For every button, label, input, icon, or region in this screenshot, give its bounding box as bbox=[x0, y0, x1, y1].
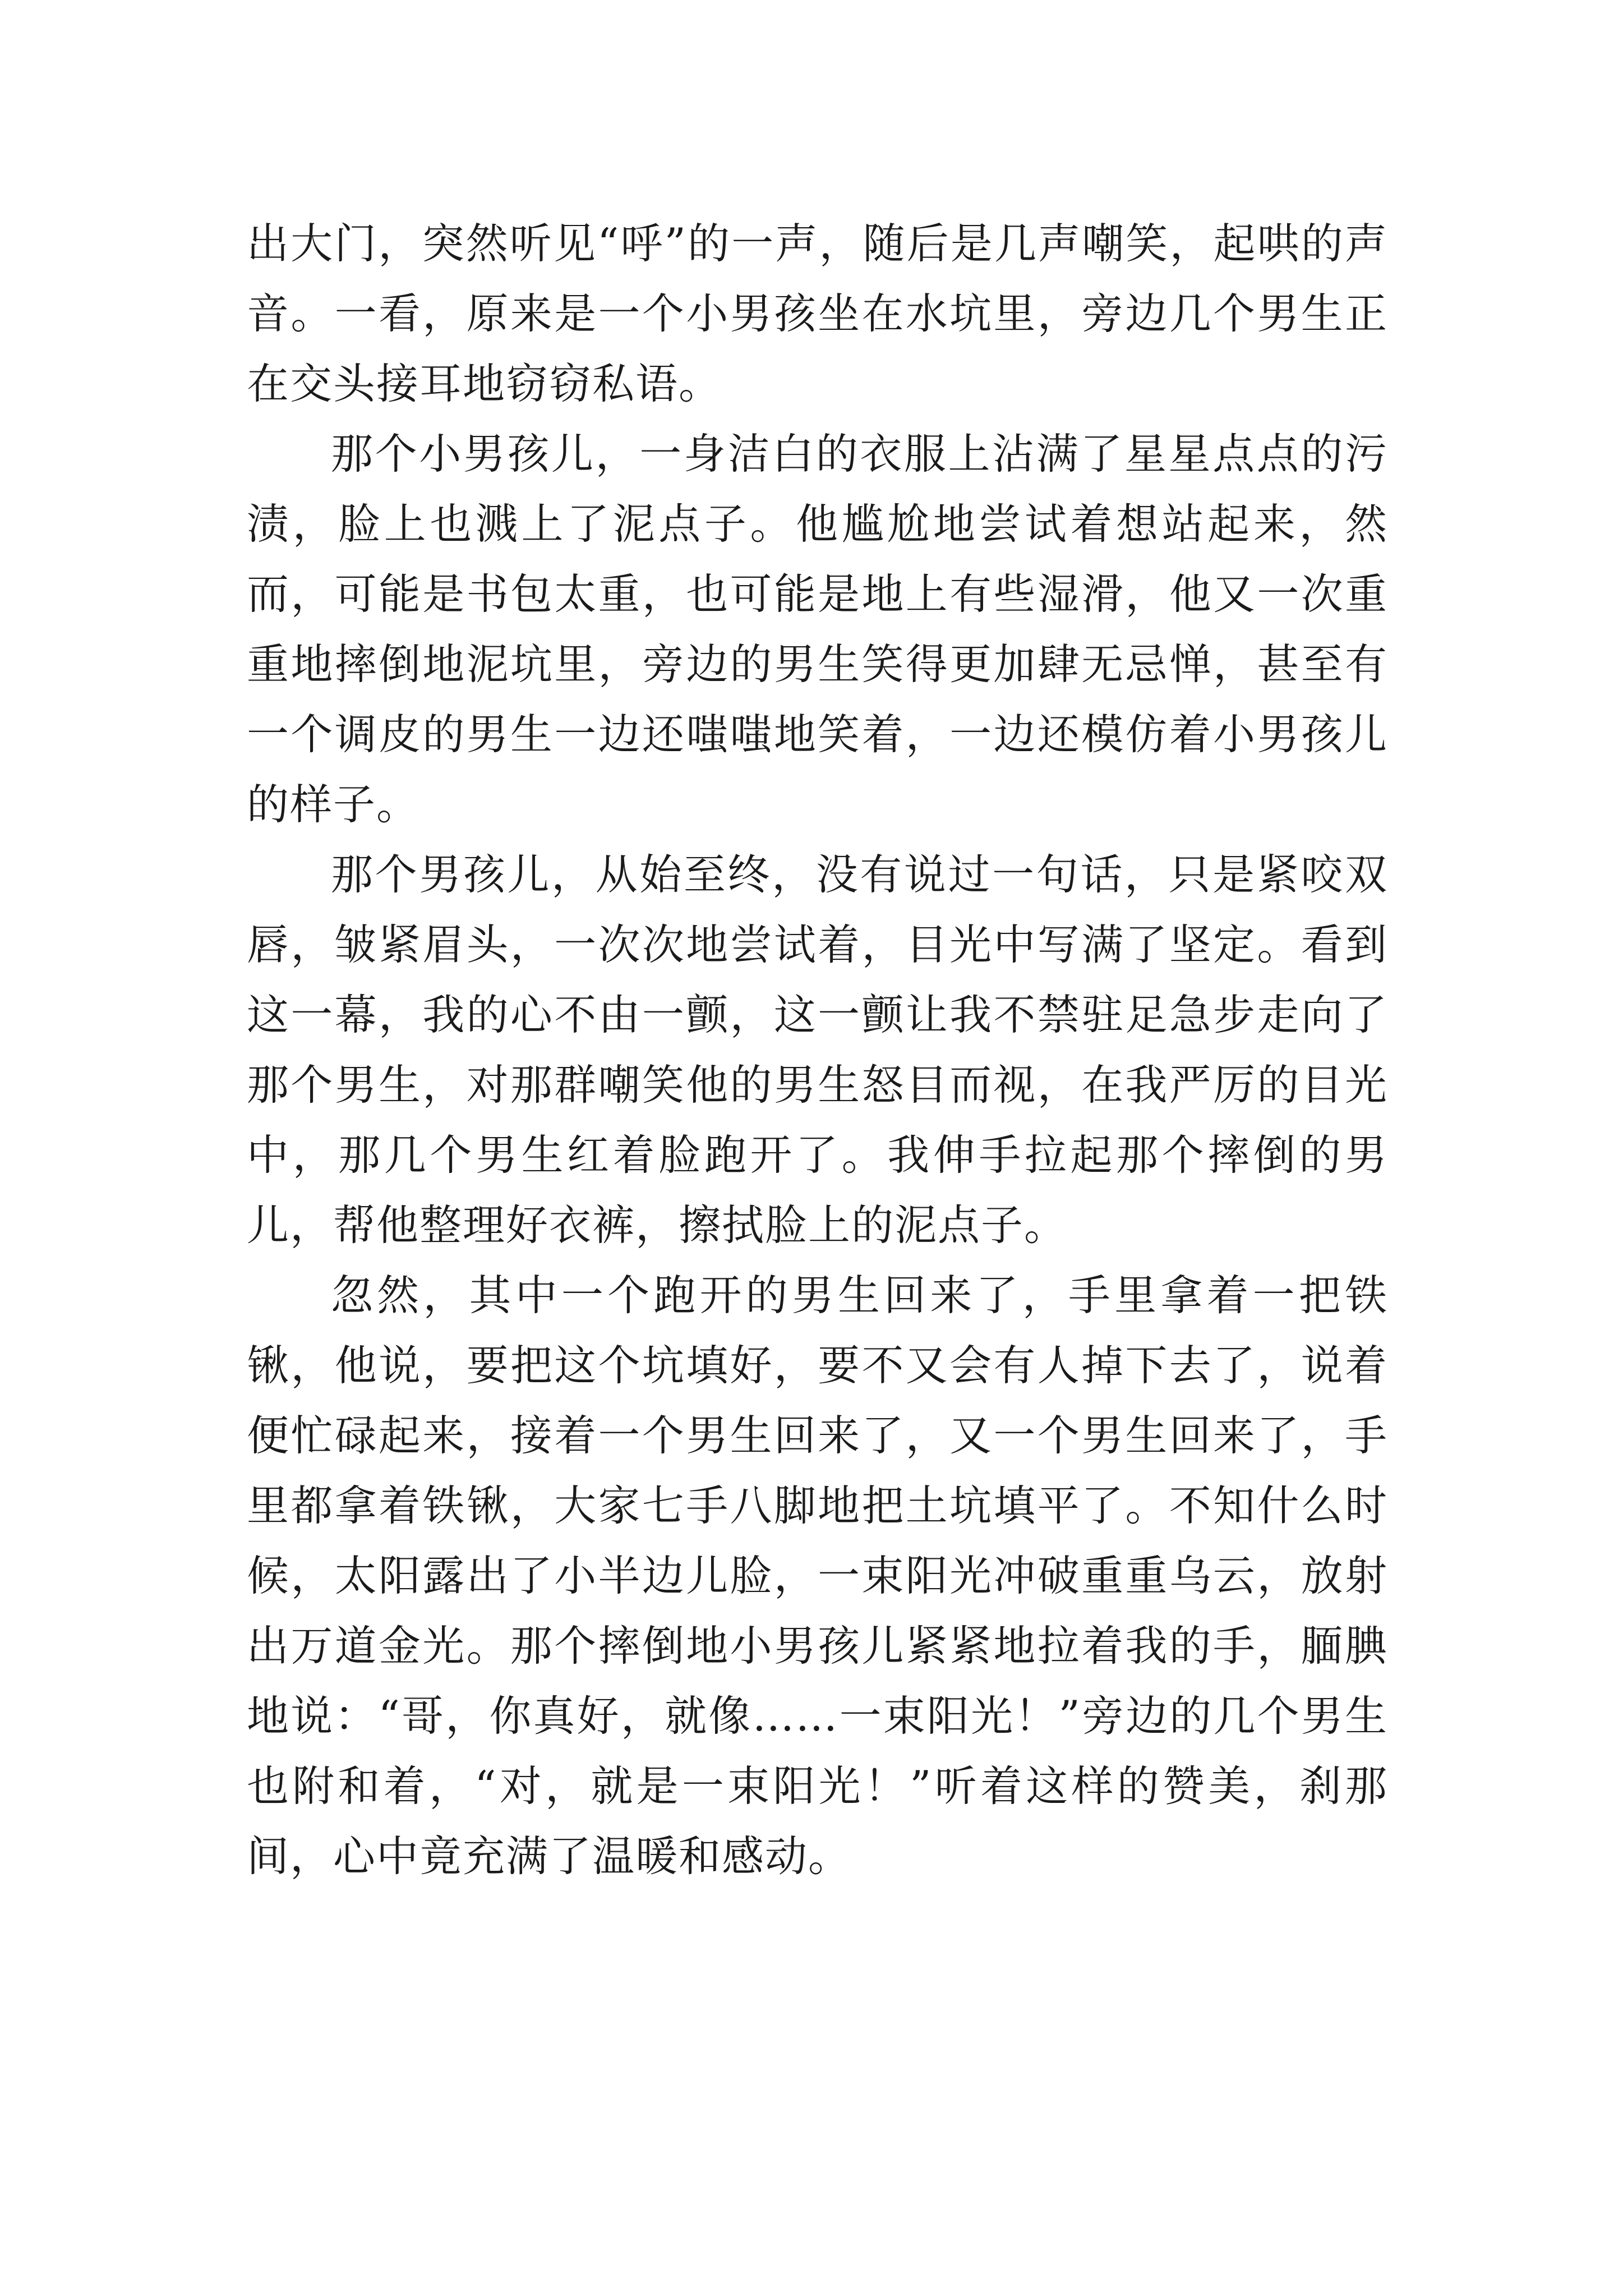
paragraph-3: 那个男孩儿，从始至终，没有说过一句话，只是紧咬双唇，皱紧眉头，一次次地尝试着，目光中写满了坚定。看到这一幕，我的心不由一颤，这一颤让我不禁驻足急步走向了那个男生，对那群嘲笑他的男生怒目而视，在我严厉的目光中，那几个男生红着脸跑开了。我伸手拉起那个摔倒的男儿，帮他整理好衣裤，擦拭脸上的泥点子。 bbox=[247, 850, 1388, 1250]
document-body bbox=[247, 209, 1388, 1892]
paragraph-4: 忽然，其中一个跑开的男生回来了，手里拿着一把铁锹，他说，要把这个坑填好，要不又会有人掉下去了，说着便忙碌起来，接着一个男生回来了，又一个男生回来了，手里都拿着铁锹，大家七手八脚地把土坑填平了。不知什么时候，太阳露出了小半边儿脸，一束阳光冲破重重乌云，放射出万道金光。那个摔倒地小男孩儿紧紧地拉着我的手，腼腆地说：“哥，你真好，就像……一束阳光！”旁边的几个男生也附和着，“对，就是一束阳光！”听着这样的赞美，刹那间，心中竟充满了温暖和感动。 bbox=[247, 1271, 1388, 1881]
paragraph-2: 那个小男孩儿，一身洁白的衣服上沾满了星星点点的污渍，脸上也溅上了泥点子。他尴尬地尝试着想站起来，然而，可能是书包太重，也可能是地上有些湿滑，他又一次重重地摔倒地泥坑里，旁边的男生笑得更加肆无忌惮，甚至有一个调皮的男生一边还嗤嗤地笑着，一边还模仿着小男孩儿的样子。 bbox=[247, 429, 1388, 829]
paragraph-1: 出大门，突然听见“呼”的一声，随后是几声嘲笑，起哄的声音。一看，原来是一个小男孩坐在水坑里，旁边几个男生正在交头接耳地窃窃私语。 bbox=[247, 219, 1388, 408]
